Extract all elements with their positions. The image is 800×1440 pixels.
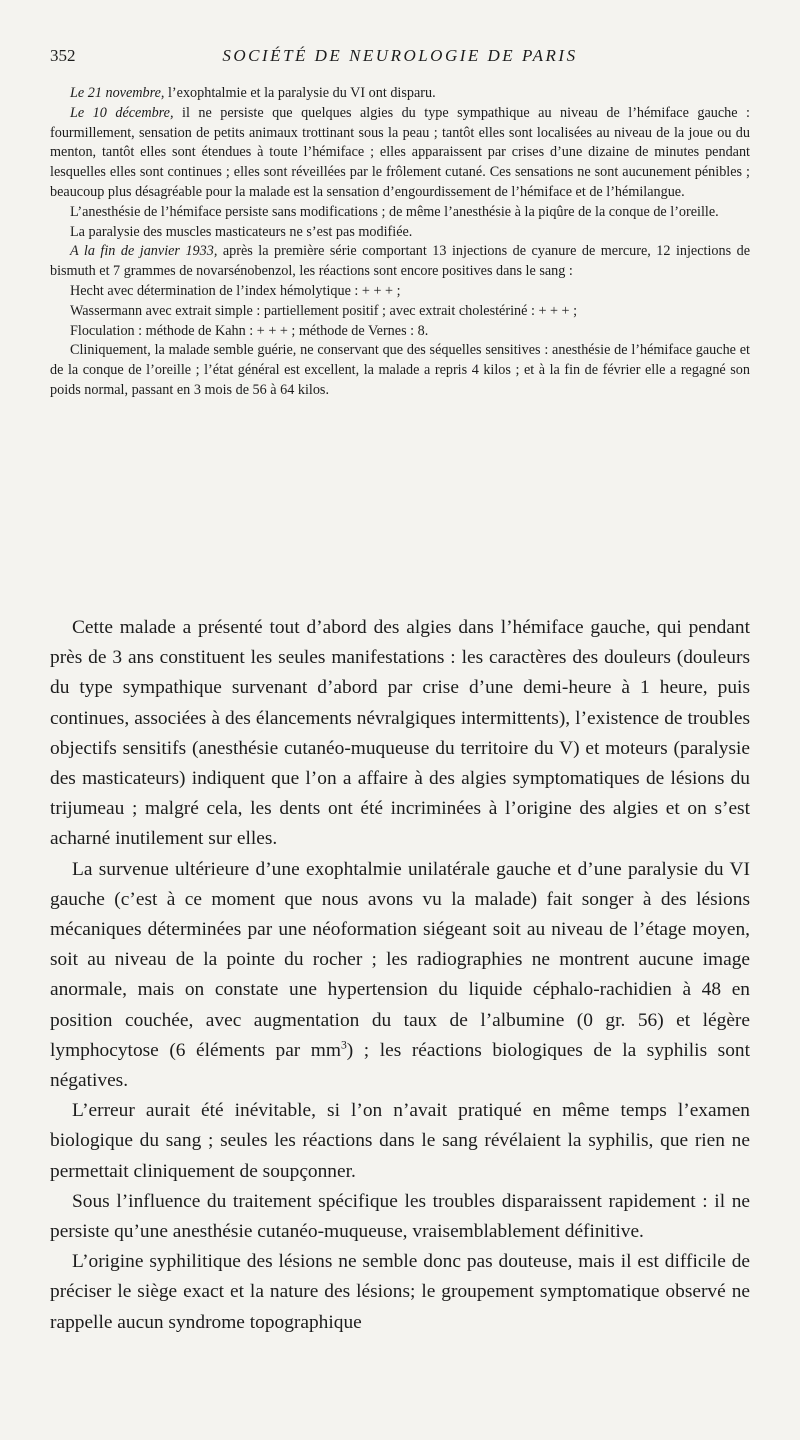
paragraph: L’anesthésie de l’hémiface persiste sans modifications ; de même l’anesthésie à la piqûre de la conque de l’oreille. xyxy=(70,203,719,220)
page-number: 352 xyxy=(50,46,76,65)
paragraph-text: il ne persiste que quelques algies du type sympathique au niveau de l’hémiface gauche : fourmillement, sensation de petits animaux trottinant sous la peau ; tantôt elles sont localisées au niveau de la joue ou du menton, tantôt elles sont étendues à toute l’hémiface ; elles apparaissent par crises d’une dizaine de minutes pendant lesquelles elles sont continues ; elles sont réveillées par le frôlement cutané. Ces sensations ne sont aucunement pénibles ; beaucoup plus désagréable pour la malade est la sensation d’engourdissement de l’hémiface et de l’hémilangue. xyxy=(50,104,750,200)
superscript: 3 xyxy=(340,1038,347,1052)
paragraph: L’origine syphilitique des lésions ne semble donc pas douteuse, mais il est difficile de préciser le siège exact et la nature des lésions; le groupement symptomatique observé ne rappelle aucun syndrome topographique xyxy=(50,1251,750,1333)
paragraph: Cette malade a présenté tout d’abord des algies dans l’hémiface gauche, qui pendant près de 3 ans constituent les seules manifestations : les caractères des douleurs (douleurs du type sympathique survenant d’abord par crise d’une demi-heure à 1 heure, puis continues, associées à des élancements névralgiques intermittents), l’existence de troubles objectifs sensitifs (anesthésie cutanéo-muqueuse du territoire du V) et moteurs (paralysie des masticateurs) indiquent que l’on a affaire à des algies symptomatiques de lésions du trijumeau ; malgré cela, les dents ont été incriminées à l’origine des algies et on s’est acharné inutilement sur elles. xyxy=(50,617,750,850)
paragraph: L’erreur aurait été inévitable, si l’on n’avait pratiqué en même temps l’examen biologique du sang ; seules les réactions dans le sang révélaient la syphilis, que rien ne permettait cliniquement de soupçonner. xyxy=(50,1100,750,1182)
paragraph xyxy=(50,104,750,203)
paragraph xyxy=(50,84,750,104)
page-header xyxy=(50,46,750,72)
paragraph xyxy=(50,855,750,1097)
date-label: Le 10 décembre, xyxy=(70,104,174,121)
paragraph: Sous l’influence du traitement spécifique les troubles disparaissent rapidement : il ne persiste qu’une anesthésie cutanéo-muqueuse, vraisemblablement définitive. xyxy=(50,1190,750,1243)
date-label: A la fin de janvier 1933, xyxy=(70,243,218,260)
paragraph-text: La survenue ultérieure d’une exophtalmie unilatérale gauche et d’une paralysie du VI gauche (c’est à ce moment que nous avons vu la malade) fait songer à des lésions mécaniques déterminées par une néoformation siégeant soit au niveau de l’étage moyen, soit au niveau de la pointe du rocher ; les radiographies ne montrent aucune image anormale, mais on constate une hypertension du liquide céphalo-rachidien à 48 en position couchée, avec augmentation du taux de l’albumine (0 gr. 56) et légère lymphocytose (6 éléments par mm xyxy=(50,858,750,1061)
running-title: SOCIÉTÉ DE NEUROLOGIE DE PARIS xyxy=(222,46,578,65)
case-notes-small-print xyxy=(50,84,750,401)
paragraph-text: ) ; les réactions biologiques de la syphilis sont négatives. xyxy=(50,1039,750,1092)
paragraph: Hecht avec détermination de l’index hémolytique : + + + ; xyxy=(70,282,401,299)
paragraph-text: après la première série comportant 13 injections de cyanure de mercure, 12 injections de bismuth et 7 grammes de novarsénobenzol, les réactions sont encore positives dans le sang : xyxy=(50,243,750,280)
paragraph: Floculation : méthode de Kahn : + + + ; méthode de Vernes : 8. xyxy=(70,322,429,339)
date-label: Le 21 novembre, xyxy=(70,85,165,101)
paragraph: Wassermann avec extrait simple : partiellement positif ; avec extrait cholestériné : + + + ; xyxy=(70,302,578,319)
discussion-body-text xyxy=(50,613,750,1338)
paragraph xyxy=(50,242,750,282)
paragraph: Cliniquement, la malade semble guérie, ne conservant que des séquelles sensitives : anesthésie de l’hémiface gauche et de la conque de l’oreille ; l’état général est excellent, la malade a repris 4 kilos ; et à la fin de février elle a regagné son poids normal, passant en 3 mois de 56 à 64 kilos. xyxy=(50,342,750,398)
paragraph-text: l’exophtalmie et la paralysie du VI ont disparu. xyxy=(164,85,436,101)
paragraph: La paralysie des muscles masticateurs ne s’est pas modifiée. xyxy=(70,223,413,240)
